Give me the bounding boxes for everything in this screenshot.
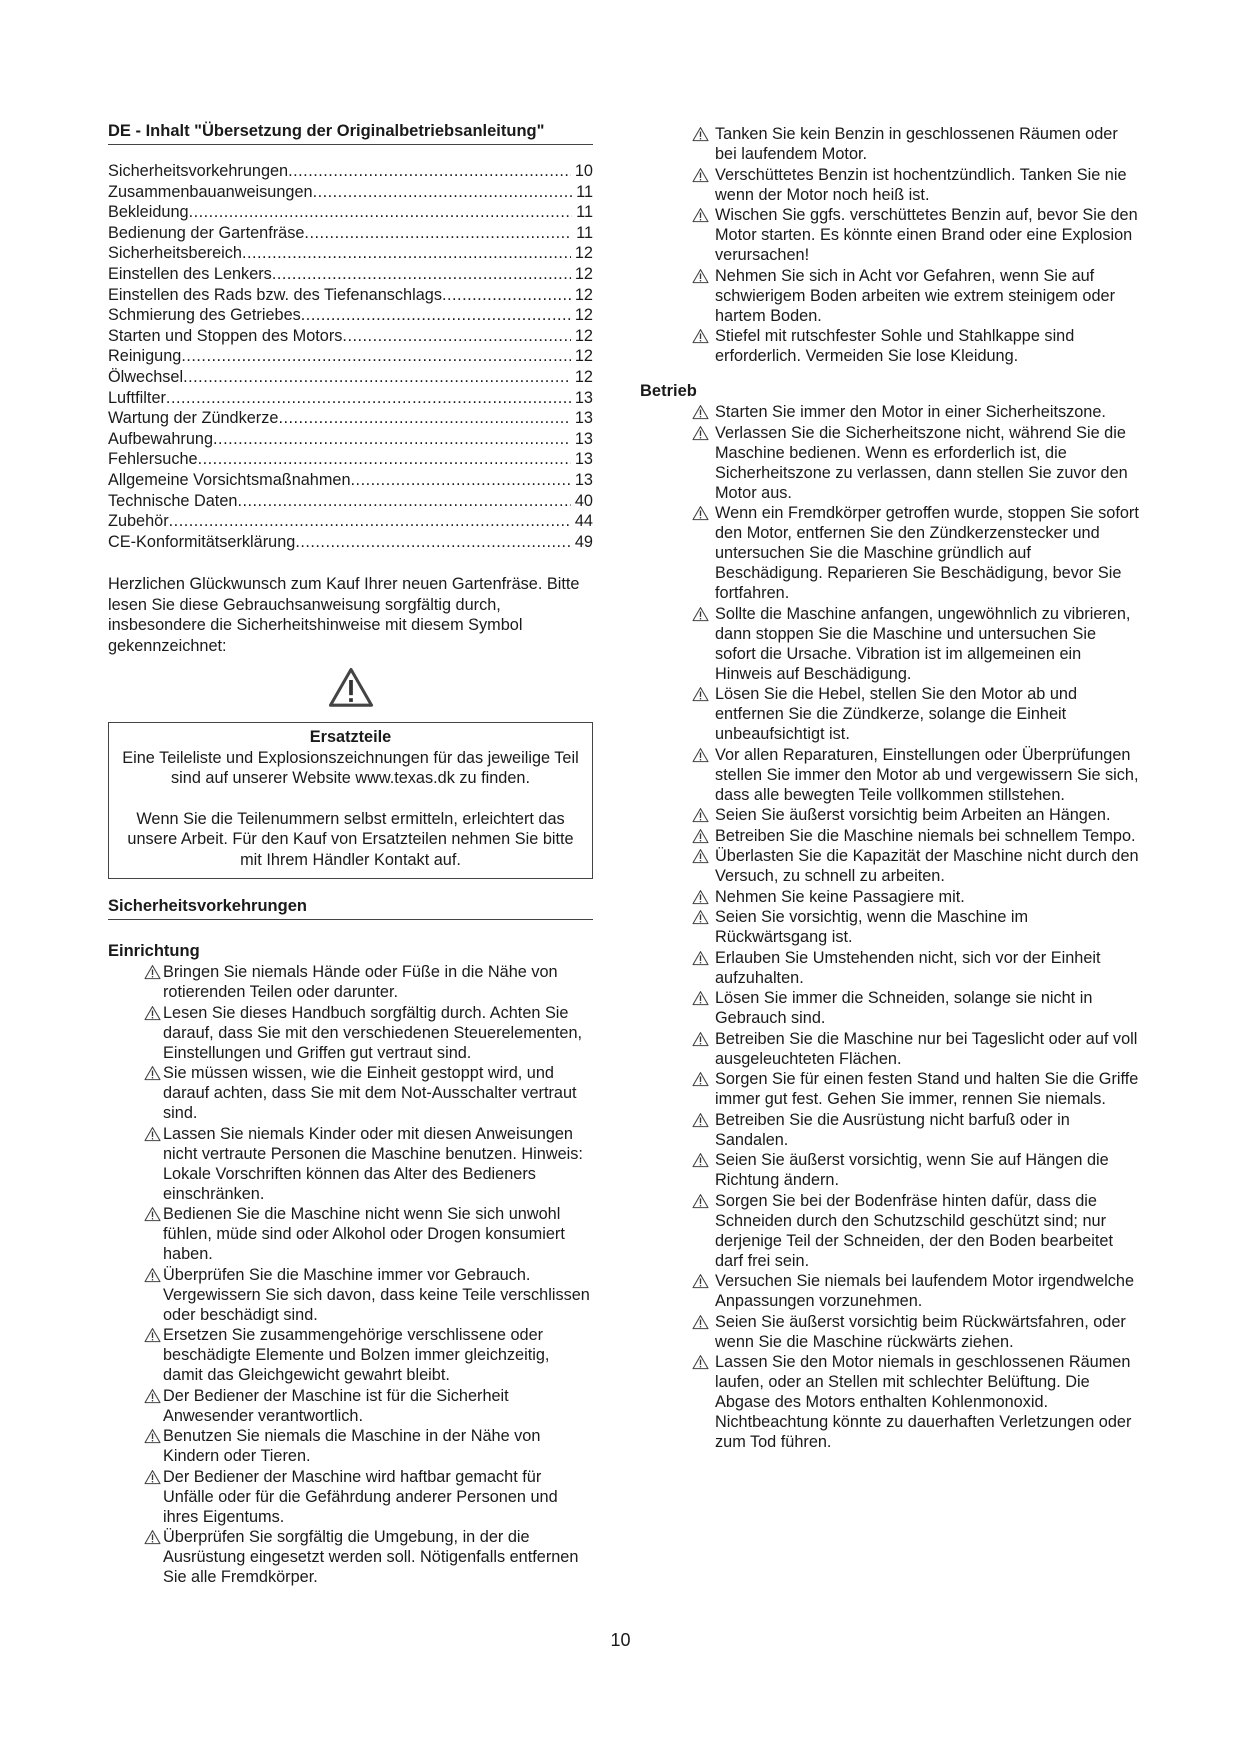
toc-entry-label: Bedienung der Gartenfräse xyxy=(108,223,305,242)
toc-leader-dots xyxy=(304,223,572,244)
warning-icon xyxy=(692,1112,709,1128)
toc-entry-page: 40 xyxy=(574,491,593,510)
setup-subtitle: Einrichtung xyxy=(108,942,200,961)
list-item xyxy=(660,1271,1140,1311)
list-item xyxy=(660,805,1140,825)
warning-icon xyxy=(692,126,709,142)
warning-icon xyxy=(692,848,709,864)
toc-entry-label: Fehlersuche xyxy=(108,450,198,469)
toc-leader-dots xyxy=(278,408,570,429)
list-item xyxy=(660,165,1140,205)
warning-icon xyxy=(144,1327,161,1343)
toc-list xyxy=(108,161,593,552)
warning-icon xyxy=(692,990,709,1006)
list-item-text: Benutzen Sie niemals die Maschine in der Nähe von Kindern oder Tieren. xyxy=(163,1427,541,1466)
toc-entry-page: 13 xyxy=(574,409,593,428)
toc-entry-label: Luftfilter xyxy=(108,388,166,407)
toc-entry xyxy=(108,161,593,182)
toc-title: DE - Inhalt "Übersetzung der Originalbetriebsanleitung" xyxy=(108,120,593,145)
list-item-text: Starten Sie immer den Motor in einer Sicherheitszone. xyxy=(715,403,1106,421)
toc-leader-dots xyxy=(272,264,571,285)
list-item-text: Bedienen Sie die Maschine nicht wenn Sie sich unwohl fühlen, müde sind oder Alkohol oder Drogen konsumiert haben. xyxy=(163,1205,565,1264)
list-item xyxy=(108,1003,593,1063)
list-item-text: Seien Sie äußerst vorsichtig beim Rückwärtsfahren, oder wenn Sie die Maschine rückwärts ziehen. xyxy=(715,1312,1126,1351)
toc-leader-dots xyxy=(442,285,571,306)
toc-entry-page: 13 xyxy=(574,470,593,489)
list-item-text: Überprüfen Sie sorgfältig die Umgebung, in der die Ausrüstung eingesetzt werden soll. Nötigenfalls entfernen Sie alle Fremdkörper. xyxy=(163,1528,579,1587)
list-item xyxy=(660,1352,1140,1452)
spare-parts-text-1: Eine Teileliste und Explosionszeichnungen für das jeweilige Teil sind auf unserer Website www.texas.dk zu finden. xyxy=(122,748,579,788)
warning-icon xyxy=(692,1193,709,1209)
list-item xyxy=(660,826,1140,846)
toc-leader-dots xyxy=(198,449,571,470)
toc-entry xyxy=(108,511,593,532)
list-item xyxy=(660,1191,1140,1271)
list-item xyxy=(108,1204,593,1264)
toc-leader-dots xyxy=(301,305,571,326)
toc-entry-page: 12 xyxy=(574,347,593,366)
toc-entry xyxy=(108,449,593,470)
list-item-text: Seien Sie äußerst vorsichtig beim Arbeiten an Hängen. xyxy=(715,806,1111,824)
list-item xyxy=(660,684,1140,744)
list-item-text: Erlauben Sie Umstehenden nicht, sich vor der Einheit aufzuhalten. xyxy=(715,948,1101,987)
toc-entry xyxy=(108,182,593,203)
warning-icon xyxy=(692,1314,709,1330)
list-item-text: Seien Sie äußerst vorsichtig, wenn Sie auf Hängen die Richtung ändern. xyxy=(715,1151,1109,1189)
list-item-text: Tanken Sie kein Benzin in geschlossenen Räumen oder bei laufendem Motor. xyxy=(715,125,1118,163)
warning-icon xyxy=(692,1273,709,1289)
toc-entry-label: Starten und Stoppen des Motors xyxy=(108,326,343,345)
toc-entry xyxy=(108,532,593,553)
spare-parts-box xyxy=(108,722,593,879)
toc-entry-label: Technische Daten xyxy=(108,491,238,510)
warning-icon xyxy=(692,828,709,844)
toc-entry xyxy=(108,243,593,264)
list-item-text: Ersetzen Sie zusammengehörige verschlissene oder beschädigte Elemente und Bolzen immer gleichzeitig, damit das Gleichgewicht gewahrt bleibt. xyxy=(163,1326,550,1385)
toc-entry-page: 11 xyxy=(576,223,593,242)
warning-icon xyxy=(144,1529,161,1545)
toc-leader-dots xyxy=(169,511,571,532)
list-item xyxy=(660,948,1140,988)
list-item-text: Sorgen Sie für einen festen Stand und halten Sie die Griffe immer gut fest. Gehen Sie immer, rennen Sie niemals. xyxy=(715,1070,1139,1108)
warning-icon xyxy=(692,328,709,344)
list-item xyxy=(660,326,1140,366)
toc-leader-dots xyxy=(166,388,571,409)
toc-entry-label: Zusammenbauanweisungen xyxy=(108,182,313,201)
list-item-text: Lösen Sie immer die Schneiden, solange sie nicht in Gebrauch sind. xyxy=(715,989,1093,1027)
toc-entry xyxy=(108,429,593,450)
toc-entry-label: Einstellen des Rads bzw. des Tiefenanschlags xyxy=(108,285,442,304)
warning-icon xyxy=(692,268,709,284)
toc-entry xyxy=(108,305,593,326)
toc-leader-dots xyxy=(181,346,571,367)
list-item-text: Betreiben Sie die Maschine niemals bei schnellem Tempo. xyxy=(715,826,1136,845)
list-item-text: Wenn ein Fremdkörper getroffen wurde, stoppen Sie sofort den Motor, entfernen Sie den Zündkerzenstecker und untersuchen Sie die Maschine gründlich auf Beschädigung. Reparieren Sie Beschädigung, bevor Sie fortfahren. xyxy=(715,504,1139,602)
list-item xyxy=(660,988,1140,1028)
list-item-text: Lesen Sie dieses Handbuch sorgfältig durch. Achten Sie darauf, dass Sie mit den verschiedenen Steuerelementen, Einstellungen und Griffen gut vertraut sind. xyxy=(163,1003,583,1062)
toc-entry-page: 12 xyxy=(574,367,593,386)
list-item-text: Stiefel mit rutschfester Sohle und Stahlkappe sind erforderlich. Vermeiden Sie lose Kleidung. xyxy=(715,327,1075,365)
warning-icon xyxy=(692,167,709,183)
toc-entry xyxy=(108,326,593,347)
toc-entry-label: Schmierung des Getriebes xyxy=(108,306,301,325)
warning-icon xyxy=(692,606,709,622)
list-item xyxy=(108,1325,593,1385)
list-item-text: Lassen Sie den Motor niemals in geschlossenen Räumen laufen, oder an Stellen mit schlechter Belüftung. Die Abgase des Motors enthalten Kohlenmonoxid. Nichtbeachtung könnte zu dauerhaften Verletzungen oder zum Tod führen. xyxy=(715,1353,1132,1451)
list-item xyxy=(660,503,1140,603)
list-item xyxy=(660,124,1140,164)
toc-entry-page: 10 xyxy=(574,162,593,180)
warning-icon xyxy=(692,807,709,823)
list-item xyxy=(660,846,1140,886)
safety-section-title: Sicherheitsvorkehrungen xyxy=(108,895,593,920)
list-item-text: Lösen Sie die Hebel, stellen Sie den Motor ab und entfernen Sie die Zündkerze, solange die Einheit unbeaufsichtigt ist. xyxy=(715,685,1078,743)
warning-triangle-icon xyxy=(327,666,375,708)
toc-entry xyxy=(108,346,593,367)
list-item-text: Sorgen Sie bei der Bodenfräse hinten dafür, dass die Schneiden durch den Schutzschild geschützt sind; nur derjenige Teil der Schneiden, der den Boden bearbeitet darf frei sein. xyxy=(715,1191,1113,1270)
toc-leader-dots xyxy=(313,182,573,203)
toc-entry-page: 12 xyxy=(574,326,593,345)
list-item-text: Nehmen Sie keine Passagiere mit. xyxy=(715,887,965,906)
toc-entry xyxy=(108,408,593,429)
left-column xyxy=(108,120,593,1588)
list-item xyxy=(108,1124,593,1204)
list-item xyxy=(108,1063,593,1123)
warning-icon xyxy=(144,1005,161,1021)
warning-icon xyxy=(144,1206,161,1222)
spare-parts-title: Ersatzteile xyxy=(309,728,392,747)
toc-entry-label: Sicherheitsvorkehrungen xyxy=(108,162,289,180)
right-column xyxy=(640,124,1140,1453)
list-item xyxy=(660,1069,1140,1109)
warning-icon xyxy=(692,207,709,223)
toc-leader-dots xyxy=(183,367,571,388)
toc-entry xyxy=(108,388,593,409)
list-item-text: Seien Sie vorsichtig, wenn die Maschine im Rückwärtsgang ist. xyxy=(715,908,1029,946)
list-item xyxy=(108,1386,593,1426)
list-item-text: Sollte die Maschine anfangen, ungewöhnlich zu vibrieren, dann stoppen Sie die Maschine und untersuchen Sie sofort die Ursache. Vibration ist im allgemeinen ein Hinweis auf Beschädigung. xyxy=(715,604,1131,683)
list-item-text: Betreiben Sie die Ausrüstung nicht barfuß oder in Sandalen. xyxy=(715,1110,1070,1149)
toc-entry-label: CE-Konformitätserklärung xyxy=(108,532,296,551)
warning-icon xyxy=(692,747,709,763)
list-item-text: Der Bediener der Maschine wird haftbar gemacht für Unfälle oder für die Gefährdung anderer Personen und ihres Eigentums. xyxy=(163,1467,558,1526)
toc-entry-page: 44 xyxy=(574,512,593,531)
toc-entry xyxy=(108,264,593,285)
warning-icon xyxy=(144,1388,161,1404)
toc-entry-page: 13 xyxy=(574,388,593,407)
list-item xyxy=(108,962,593,1002)
toc-leader-dots xyxy=(295,532,571,553)
toc-entry-label: Bekleidung xyxy=(108,203,189,222)
toc-leader-dots xyxy=(213,429,571,450)
toc-entry xyxy=(108,285,593,306)
spare-parts-text-2: Wenn Sie die Teilenummern selbst ermitteln, erleichtert das unsere Arbeit. Für den Kauf von Ersatzteilen nehmen Sie bitte mit Ihrem Händler Kontakt auf. xyxy=(127,809,574,869)
list-item-text: Bringen Sie niemals Hände oder Füße in die Nähe von rotierenden Teilen oder darunter. xyxy=(163,963,558,1002)
list-item-text: Überlasten Sie die Kapazität der Maschine nicht durch den Versuch, zu schnell zu arbeiten. xyxy=(715,847,1139,885)
toc-leader-dots xyxy=(288,161,571,182)
toc-entry-label: Ölwechsel xyxy=(108,367,184,386)
warning-icon xyxy=(692,889,709,905)
list-item-text: Vor allen Reparaturen, Einstellungen oder Überprüfungen stellen Sie immer den Motor ab und vergewissern Sie sich, dass alle bewegten Teile vollkommen stillstehen. xyxy=(715,745,1139,804)
list-item xyxy=(108,1467,593,1527)
operation-list xyxy=(660,402,1140,1452)
toc-entry xyxy=(108,491,593,512)
list-item-text: Überprüfen Sie die Maschine immer vor Gebrauch. Vergewissern Sie sich davon, dass keine Teile verschlissen oder beschädigt sind. xyxy=(163,1265,590,1324)
toc-leader-dots xyxy=(237,491,570,512)
intro-text: Herzlichen Glückwunsch zum Kauf Ihrer neuen Gartenfräse. Bitte lesen Sie diese Gebrauchsanweisung sorgfältig durch, insbesondere die Sicherheitshinweise mit diesem Symbol gekennzeichnet: xyxy=(108,575,580,655)
toc-entry-label: Aufbewahrung xyxy=(108,429,214,448)
warning-icon xyxy=(692,425,709,441)
toc-entry-page: 13 xyxy=(574,450,593,469)
toc-leader-dots xyxy=(242,243,571,264)
toc-entry xyxy=(108,202,593,223)
toc-entry-page: 49 xyxy=(574,532,593,551)
toc-entry-page: 12 xyxy=(574,264,593,283)
list-item xyxy=(108,1426,593,1466)
list-item xyxy=(660,1150,1140,1190)
warning-icon xyxy=(144,1065,161,1081)
toc-entry-page: 13 xyxy=(574,429,593,448)
list-item xyxy=(660,266,1140,326)
warning-icon xyxy=(692,404,709,420)
warning-icon xyxy=(692,1071,709,1087)
toc-leader-dots xyxy=(342,326,570,347)
warning-icon xyxy=(144,964,161,980)
list-item-text: Nehmen Sie sich in Acht vor Gefahren, wenn Sie auf schwierigem Boden arbeiten wie extrem steinigem oder hartem Boden. xyxy=(715,266,1115,325)
list-item xyxy=(660,205,1140,265)
warning-icon xyxy=(692,505,709,521)
toc-leader-dots xyxy=(189,202,573,223)
warning-icon xyxy=(692,1152,709,1168)
toc-entry-label: Zubehör xyxy=(108,512,169,531)
list-item xyxy=(660,1312,1140,1352)
warning-icon xyxy=(144,1126,161,1142)
list-item-text: Lassen Sie niemals Kinder oder mit diesen Anweisungen nicht vertraute Personen die Maschine benutzen. Hinweis: Lokale Vorschriften können das Alter des Bedieners einschränken. xyxy=(163,1124,583,1203)
toc-entry-label: Einstellen des Lenkers xyxy=(108,264,272,283)
list-item xyxy=(660,402,1140,422)
setup-list xyxy=(108,962,593,1587)
warning-icon xyxy=(692,686,709,702)
list-item-text: Verlassen Sie die Sicherheitszone nicht, während Sie die Maschine bedienen. Wenn es erforderlich ist, die Sicherheitszone zu verlassen, dann stellen Sie zuvor den Motor aus. xyxy=(715,423,1128,502)
fuel-safety-list xyxy=(660,124,1140,366)
toc-leader-dots xyxy=(351,470,571,491)
operation-subtitle: Betrieb xyxy=(640,382,697,400)
list-item xyxy=(660,745,1140,805)
warning-icon xyxy=(692,909,709,925)
toc-entry-label: Wartung der Zündkerze xyxy=(108,409,279,428)
list-item xyxy=(660,423,1140,503)
list-item-text: Versuchen Sie niemals bei laufendem Motor irgendwelche Anpassungen vorzunehmen. xyxy=(715,1272,1135,1310)
list-item xyxy=(660,1029,1140,1069)
toc-entry-page: 12 xyxy=(574,285,593,304)
list-item xyxy=(108,1265,593,1325)
page-number: 10 xyxy=(610,1630,631,1650)
toc-entry xyxy=(108,367,593,388)
toc-entry xyxy=(108,470,593,491)
warning-icon xyxy=(692,950,709,966)
list-item-text: Wischen Sie ggfs. verschüttetes Benzin auf, bevor Sie den Motor starten. Es könnte einen Brand oder eine Explosion verursachen! xyxy=(715,206,1138,264)
list-item xyxy=(660,1110,1140,1150)
toc-entry-label: Allgemeine Vorsichtsmaßnahmen xyxy=(108,470,351,489)
toc-entry-page: 12 xyxy=(574,306,593,325)
toc-entry-page: 12 xyxy=(574,244,593,263)
list-item-text: Sie müssen wissen, wie die Einheit gestoppt wird, und darauf achten, dass Sie mit dem Not-Ausschalter vertraut sind. xyxy=(163,1064,577,1123)
warning-icon xyxy=(144,1469,161,1485)
warning-icon xyxy=(692,1354,709,1370)
list-item xyxy=(660,604,1140,684)
list-item-text: Verschüttetes Benzin ist hochentzündlich. Tanken Sie nie wenn der Motor noch heiß ist. xyxy=(715,165,1127,204)
list-item xyxy=(660,887,1140,907)
list-item xyxy=(660,907,1140,947)
list-item-text: Der Bediener der Maschine ist für die Sicherheit Anwesender verantwortlich. xyxy=(163,1386,509,1425)
toc-entry-label: Sicherheitsbereich xyxy=(108,244,242,263)
toc-entry xyxy=(108,223,593,244)
toc-entry-page: 11 xyxy=(576,203,593,222)
warning-icon xyxy=(144,1267,161,1283)
list-item xyxy=(108,1527,593,1587)
toc-entry-page: 11 xyxy=(576,182,593,201)
warning-icon xyxy=(692,1031,709,1047)
toc-entry-label: Reinigung xyxy=(108,347,182,366)
list-item-text: Betreiben Sie die Maschine nur bei Tageslicht oder auf voll ausgeleuchteten Flächen. xyxy=(715,1029,1138,1068)
warning-icon xyxy=(144,1428,161,1444)
